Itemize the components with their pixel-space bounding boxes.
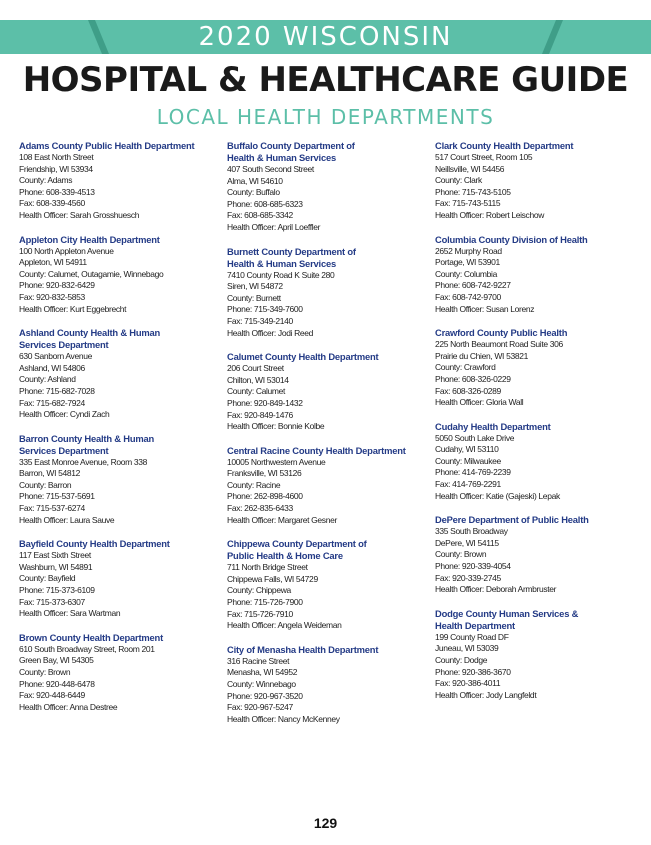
department-detail-line: Chilton, WI 53014: [227, 374, 289, 385]
department-detail-line: Phone: 715-726-7900: [227, 597, 303, 608]
department-detail-line: Health Officer: Jody Langfeldt: [435, 689, 537, 700]
header-banner: [0, 20, 651, 54]
department-detail-line: Phone: 715-682-7028: [19, 385, 95, 396]
department-entry: [435, 514, 640, 596]
department-detail-line: County: Barron: [19, 479, 72, 490]
department-detail-line: Fax: 920-448-6449: [19, 690, 85, 701]
department-detail-line: Phone: 608-742-9227: [435, 280, 511, 291]
department-detail-line: 7410 County Road K Suite 280: [227, 269, 335, 280]
department-detail-line: County: Calumet, Outagamie, Winnebago: [19, 268, 164, 279]
department-detail-line: 225 North Beaumont Road Suite 306: [435, 339, 563, 350]
department-detail-line: County: Crawford: [435, 362, 496, 373]
department-entry: [19, 140, 224, 222]
department-entry: [435, 608, 640, 702]
department-detail-line: Fax: 608-742-9700: [435, 291, 501, 302]
department-detail-line: Barron, WI 54812: [19, 468, 81, 479]
department-detail-line: Phone: 920-448-6478: [19, 678, 95, 689]
department-entry: [227, 445, 432, 527]
department-detail-line: 108 East North Street: [19, 152, 94, 162]
column-3: [435, 140, 640, 713]
department-detail-line: Health Officer: Anna Destree: [19, 701, 118, 712]
department-detail-line: Fax: 715-682-7924: [19, 397, 85, 408]
department-detail-line: Health Officer: Cyndi Zach: [19, 409, 110, 420]
department-detail-line: Phone: 715-349-7600: [227, 304, 303, 315]
department-detail-line: Fax: 608-339-4560: [19, 198, 85, 209]
department-detail-line: Health Officer: Angela Weideman: [227, 620, 342, 631]
department-entry: [227, 140, 432, 234]
department-detail-line: 610 South Broadway Street, Room 201: [19, 643, 155, 654]
department-detail-line: 199 County Road DF: [435, 631, 509, 642]
department-name: Crawford County Public Health: [435, 327, 568, 339]
page-number: 129: [313, 815, 338, 831]
department-detail-line: County: Adams: [19, 175, 73, 186]
department-detail-line: Phone: 608-326-0229: [435, 373, 511, 384]
department-detail-line: County: Racine: [227, 479, 281, 490]
department-detail-line: County: Calumet: [227, 386, 286, 397]
department-detail-line: Fax: 715-373-6307: [19, 596, 85, 607]
department-entry: [19, 538, 224, 620]
department-detail-line: Franksville, WI 53126: [227, 468, 302, 479]
department-detail-line: Phone: 920-339-4054: [435, 561, 511, 572]
department-detail-line: Chippewa Falls, WI 54729: [227, 573, 318, 584]
department-detail-line: Fax: 414-769-2291: [435, 479, 501, 490]
department-name: Public Health & Home Care: [227, 550, 343, 562]
department-detail-line: Health Officer: Gloria Wall: [435, 397, 524, 408]
department-detail-line: County: Dodge: [435, 655, 488, 665]
department-entry: [227, 644, 432, 726]
department-entry: [227, 538, 432, 632]
department-detail-line: 117 East Sixth Street: [19, 550, 91, 561]
department-entry: [19, 327, 224, 421]
department-detail-line: Phone: 920-386-3670: [435, 666, 511, 677]
department-detail-line: Siren, WI 54872: [227, 281, 283, 292]
department-detail-line: Fax: 262-835-6433: [227, 503, 293, 514]
department-detail-line: Phone: 262-898-4600: [227, 491, 303, 502]
department-detail-line: Appleton, WI 54911: [19, 257, 87, 268]
department-detail-line: Phone: 920-849-1432: [227, 397, 303, 408]
department-detail-line: County: Brown: [435, 549, 487, 560]
department-detail-line: Green Bay, WI 54305: [19, 655, 94, 666]
department-detail-line: Fax: 920-849-1476: [227, 409, 293, 420]
department-detail-line: Health Officer: April Loeffler: [227, 221, 321, 232]
department-detail-line: Health Officer: Kurt Eggebrecht: [19, 303, 127, 314]
department-detail-line: Fax: 920-832-5853: [19, 291, 85, 302]
department-entry: [435, 140, 640, 222]
department-detail-line: Health Officer: Susan Lorenz: [435, 303, 535, 314]
department-detail-line: County: Ashland: [19, 374, 76, 385]
column-1: [19, 140, 224, 725]
department-detail-line: 206 Court Street: [227, 363, 284, 374]
banner-text: 2020 WISCONSIN: [198, 22, 453, 52]
department-detail-line: County: Buffalo: [227, 187, 280, 198]
department-name: Services Department: [19, 444, 109, 456]
department-name: Bayfield County Health Department: [19, 538, 170, 550]
department-detail-line: Phone: 715-743-5105: [435, 186, 511, 197]
department-name: Columbia County Division of Health: [435, 233, 588, 245]
department-detail-line: Fax: 608-685-3342: [227, 210, 293, 221]
department-detail-line: 335 East Monroe Avenue, Room 338: [19, 456, 148, 467]
department-detail-line: Neillsville, WI 54456: [435, 163, 505, 174]
department-detail-line: County: Clark: [435, 175, 482, 186]
department-detail-line: Fax: 715-726-7910: [227, 608, 293, 619]
department-detail-line: County: Milwaukee: [435, 455, 501, 466]
department-name: Appleton City Health Department: [19, 233, 160, 245]
department-detail-line: County: Burnett: [227, 292, 281, 303]
department-detail-line: Fax: 608-326-0289: [435, 385, 501, 396]
department-name: Health & Human Services: [227, 257, 336, 269]
department-detail-line: Fax: 920-967-5247: [227, 702, 293, 713]
department-detail-line: 517 Court Street, Room 105: [435, 152, 533, 162]
department-detail-line: 5050 South Lake Drive: [435, 432, 515, 443]
department-name: Central Racine County Health Department: [227, 444, 406, 456]
department-entry: [19, 632, 224, 714]
department-name: Barron County Health & Human: [19, 432, 155, 444]
department-detail-line: 10005 Northwestern Avenue: [227, 456, 326, 467]
department-detail-line: Phone: 715-537-5691: [19, 491, 95, 502]
department-detail-line: Fax: 920-339-2745: [435, 572, 501, 583]
department-detail-line: Health Officer: Laura Sauve: [19, 514, 115, 525]
department-detail-line: Phone: 920-832-6429: [19, 280, 95, 291]
page-title: HOSPITAL & HEALTHCARE GUIDE: [22, 60, 629, 100]
department-name: Services Department: [19, 339, 109, 351]
section-subtitle: LOCAL HEALTH DEPARTMENTS: [156, 105, 495, 129]
department-detail-line: 100 North Appleton Avenue: [19, 245, 114, 256]
department-detail-line: 2652 Murphy Road: [435, 245, 502, 256]
department-detail-line: Juneau, WI 53039: [435, 643, 499, 654]
department-detail-line: Ashland, WI 54806: [19, 362, 85, 373]
department-detail-line: Health Officer: Katie (Gajeski) Lepak: [435, 490, 560, 501]
department-entry: [435, 327, 640, 409]
department-detail-line: Health Officer: Robert Leischow: [435, 209, 544, 220]
department-detail-line: County: Bayfield: [19, 573, 76, 584]
department-name: Chippewa County Department of: [227, 538, 367, 550]
department-detail-line: Health Officer: Sarah Grosshuesch: [19, 209, 140, 220]
department-detail-line: Phone: 715-373-6109: [19, 585, 95, 596]
department-detail-line: County: Chippewa: [227, 585, 291, 596]
department-detail-line: Prairie du Chien, WI 53821: [435, 350, 528, 361]
department-detail-line: Phone: 920-967-3520: [227, 690, 303, 701]
department-detail-line: Health Officer: Jodi Reed: [227, 327, 314, 338]
department-name: Dodge County Human Services &: [435, 607, 579, 619]
department-name: Calumet County Health Department: [227, 351, 379, 363]
department-detail-line: Phone: 608-339-4513: [19, 186, 95, 197]
department-detail-line: Fax: 715-537-6274: [19, 503, 85, 514]
department-detail-line: Health Officer: Margaret Gesner: [227, 514, 337, 525]
department-name: Buffalo County Department of: [227, 140, 355, 151]
department-name: Clark County Health Department: [435, 140, 574, 151]
department-detail-line: Phone: 608-685-6323: [227, 198, 303, 209]
department-name: DePere Department of Public Health: [435, 514, 589, 526]
department-name: Brown County Health Department: [19, 631, 164, 643]
department-detail-line: 407 South Second Street: [227, 164, 314, 174]
column-2: [227, 140, 432, 737]
department-detail-line: Health Officer: Bonnie Kolbe: [227, 421, 325, 432]
department-detail-line: Health Officer: Deborah Armbruster: [435, 584, 557, 595]
department-entry: [19, 433, 224, 527]
department-detail-line: Phone: 414-769-2239: [435, 467, 511, 478]
department-detail-line: County: Columbia: [435, 268, 497, 279]
department-name: City of Menasha Health Department: [227, 643, 379, 655]
department-detail-line: Fax: 715-743-5115: [435, 198, 501, 209]
department-entry: [435, 421, 640, 503]
department-name: Health & Human Services: [227, 152, 336, 163]
department-entry: [435, 234, 640, 316]
department-detail-line: Health Officer: Sara Wartman: [19, 608, 121, 619]
department-detail-line: 316 Racine Street: [227, 655, 290, 666]
department-name: Ashland County Health & Human: [19, 327, 161, 339]
department-detail-line: Cudahy, WI 53110: [435, 444, 499, 455]
department-detail-line: Friendship, WI 53934: [19, 163, 93, 174]
department-entry: [227, 351, 432, 433]
department-detail-line: Menasha, WI 54952: [227, 667, 298, 678]
department-name: Health Department: [435, 619, 515, 631]
department-detail-line: Fax: 920-386-4011: [435, 678, 501, 689]
department-detail-line: Health Officer: Nancy McKenney: [227, 713, 340, 724]
department-name: Burnett County Department of: [227, 245, 356, 257]
department-entry: [19, 234, 224, 316]
department-detail-line: Fax: 715-349-2140: [227, 315, 293, 326]
department-detail-line: Alma, WI 54610: [227, 175, 283, 186]
department-name: Adams County Public Health Department: [19, 140, 195, 151]
department-detail-line: 630 Sanborn Avenue: [19, 351, 92, 362]
department-name: Cudahy Health Department: [435, 420, 551, 432]
department-detail-line: County: Brown: [19, 667, 71, 677]
department-detail-line: Portage, WI 53901: [435, 257, 500, 268]
department-detail-line: DePere, WI 54115: [435, 537, 499, 548]
department-detail-line: Washburn, WI 54891: [19, 561, 93, 572]
department-detail-line: County: Winnebago: [227, 679, 296, 689]
department-detail-line: 335 South Broadway: [435, 526, 508, 537]
department-entry: [227, 246, 432, 340]
department-detail-line: 711 North Bridge Street: [227, 562, 308, 573]
